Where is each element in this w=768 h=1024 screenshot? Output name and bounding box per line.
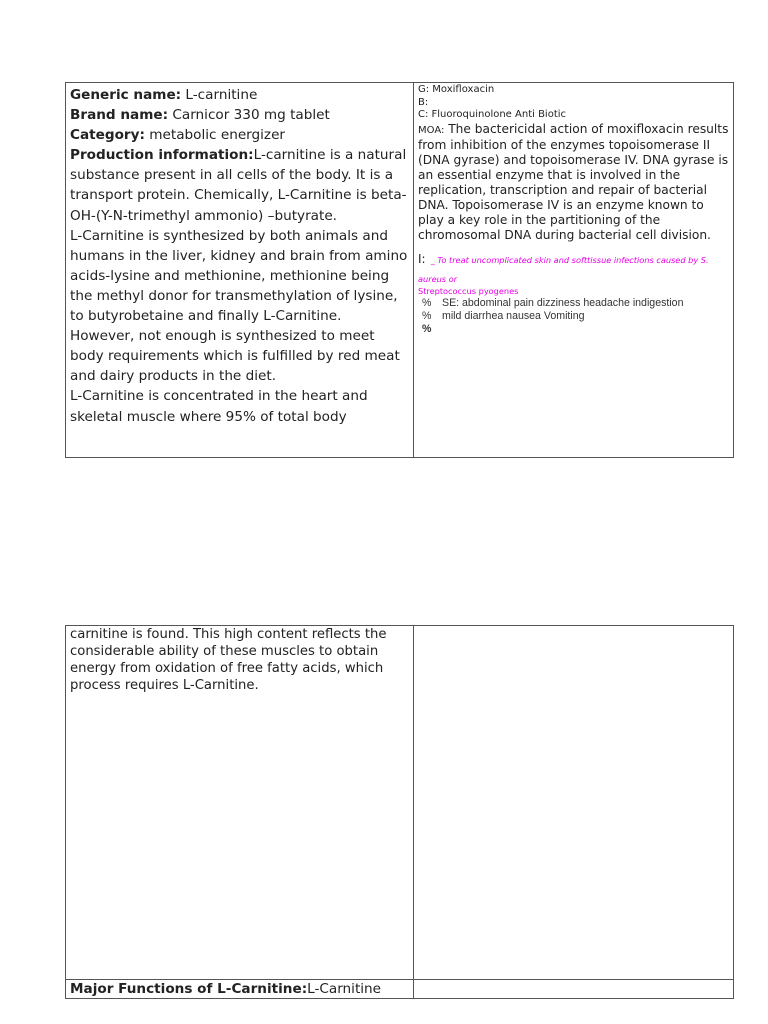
generic-name-label: Generic name: <box>70 87 182 103</box>
brand-name-field <box>70 105 410 125</box>
generic-line: G: Moxifloxacin <box>418 84 495 95</box>
indication-label: I: <box>418 252 426 267</box>
side-effects-label: SE: <box>442 296 460 309</box>
class-line: C: Fluoroquinolone Anti Biotic <box>418 109 567 120</box>
indication-paragraph <box>418 248 730 296</box>
moa-paragraph <box>418 122 730 244</box>
brand-name-value: Carnicor 330 mg tablet <box>168 107 330 124</box>
functions-row-cell <box>65 980 414 999</box>
production-info-field <box>70 145 410 225</box>
production-info-text: L-carnitine is a natural substance present in all cells of the body. It is a transport protein. Chemically, L-Carnitine is beta-OH-(Y-N-trimethyl ammonio) –butyrate. <box>70 147 407 224</box>
indication-mark: _ <box>430 255 435 266</box>
drug-card-right-cell <box>414 82 734 458</box>
side-effects-text-2: mild diarrhea nausea Vomiting <box>442 309 585 322</box>
side-effects-line-3 <box>418 323 730 336</box>
side-effects-text-1: abdominal pain dizziness headache indigestion <box>459 296 684 309</box>
production-info-label: Production information: <box>70 147 254 164</box>
functions-row-right-cell <box>414 980 734 999</box>
category-label: Category: <box>70 127 145 144</box>
bullet-mark: % <box>422 309 432 322</box>
functions-value: L-Carnitine <box>307 981 382 997</box>
side-effects-line-1 <box>418 297 730 310</box>
continuation-left-cell <box>65 625 414 980</box>
generic-name-value: L-carnitine <box>181 87 258 103</box>
side-effects-line-2 <box>418 310 730 323</box>
indication-text: To treat uncomplicated skin and softtissue infections caused by S. aureus or <box>418 255 709 285</box>
brand-name-label: Brand name: <box>70 107 169 124</box>
functions-label: Major Functions of L-Carnitine: <box>70 981 308 997</box>
drug-card-left-cell <box>65 82 414 458</box>
indication-organism: Streptococcus pyogenes <box>418 286 519 297</box>
concentration-paragraph: L-Carnitine is concentrated in the heart and skeletal muscle where 95% of total body <box>70 388 368 425</box>
synthesis-paragraph: L-Carnitine is synthesized by both animals and humans in the liver, kidney and brain from amino acids-lysine and methionine, methionine being the methyl donor for transmethylation of lysine, to butyrobetaine and finally L-Carnitine. However, not enough is synthesized to meet body requirements which is fulfilled by red meat and dairy products in the diet. <box>70 227 408 385</box>
moa-text: The bactericidal action of moxifloxacin results from inhibition of the enzymes topoisomerase II (DNA gyrase) and topoisomerase IV. DNA gyrase is an essential enzyme that is involved in the replication, transcription and repair of bacterial DNA. Topoisomerase IV is an enzyme known to play a key role in the partitioning of the chromosomal DNA during bacterial cell division. <box>418 121 729 243</box>
moa-label: MOA: <box>418 124 445 136</box>
category-value: metabolic energizer <box>144 127 286 144</box>
brand-line: B: <box>418 96 429 108</box>
continuation-paragraph: carnitine is found. This high content reflects the considerable ability of these muscles to obtain energy from oxidation of free fatty acids, which process requires L-Carnitine. <box>70 627 387 694</box>
bullet-mark: % <box>422 296 432 309</box>
continuation-right-cell <box>414 625 734 980</box>
category-field <box>70 125 410 145</box>
bullet-mark: % <box>422 322 432 335</box>
generic-name-field <box>70 85 410 105</box>
functions-field <box>70 980 410 998</box>
